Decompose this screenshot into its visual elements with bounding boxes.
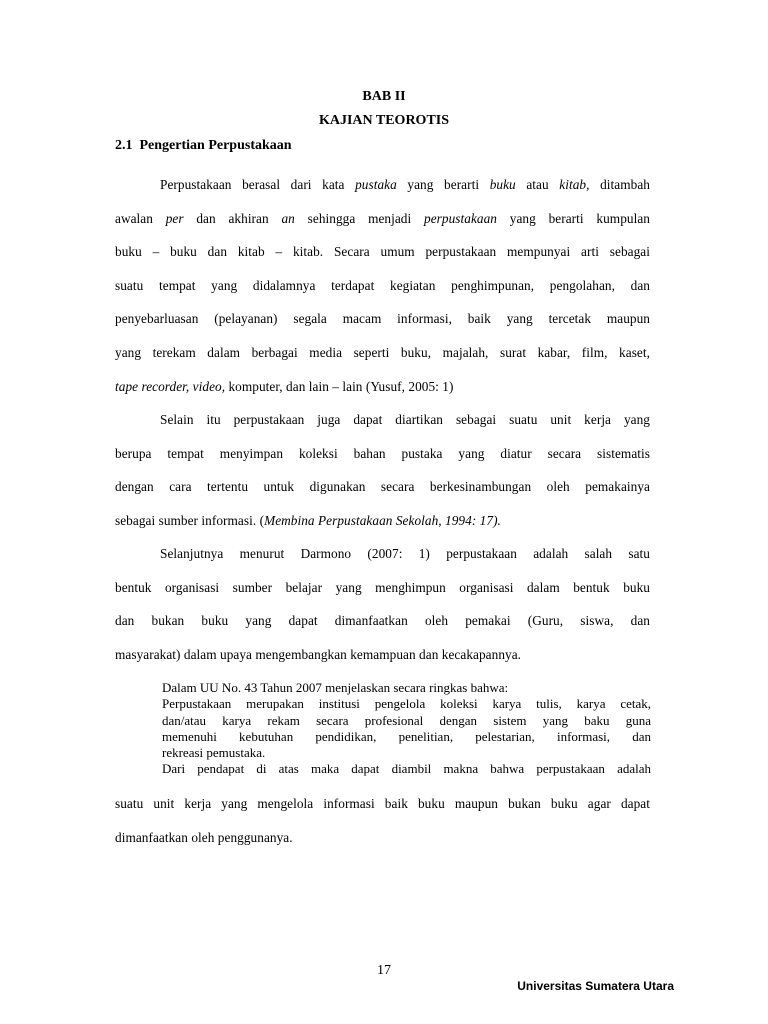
text-run: sebagai sumber informasi. ( bbox=[115, 512, 265, 528]
text-run: suatu tempat yang didalamnya terdapat kegiatan penghimpunan, pengolahan, dan bbox=[115, 277, 650, 293]
text-line bbox=[115, 638, 650, 672]
footer-university: Universitas Sumatera Utara bbox=[517, 979, 674, 993]
text-line bbox=[115, 202, 650, 236]
italic-run: an bbox=[281, 210, 295, 226]
italic-run: tape recorder, video, bbox=[115, 378, 226, 394]
text-line bbox=[115, 470, 650, 504]
italic-run: perpustakaan bbox=[424, 210, 498, 226]
section-number: 2.1 bbox=[115, 138, 133, 153]
text-run: dan bukan buku yang dapat dimanfaatkan oleh pemakai (Guru, siswa, dan bbox=[115, 613, 650, 629]
text-line bbox=[115, 437, 650, 471]
text-run: awalan bbox=[115, 210, 166, 226]
text-line bbox=[115, 302, 650, 336]
text-line bbox=[115, 235, 650, 269]
italic-run: per bbox=[165, 210, 184, 226]
text-line bbox=[115, 537, 650, 571]
section-heading bbox=[115, 138, 292, 154]
quote-line: memenuhi kebutuhan pendidikan, penelitian, pelestarian, informasi, dan bbox=[162, 728, 651, 744]
text-line bbox=[115, 403, 650, 437]
text-run: dan akhiran bbox=[183, 210, 282, 226]
quote-line: Dari pendapat di atas maka dapat diambil makna bahwa perpustakaan adalah bbox=[162, 761, 651, 777]
text-run: Perpustakaan berasal dari kata bbox=[160, 177, 356, 192]
law-quote-block bbox=[162, 680, 651, 778]
paragraph-2 bbox=[115, 403, 650, 537]
paragraph-1 bbox=[115, 168, 650, 403]
italic-run: buku bbox=[489, 177, 516, 192]
text-run: komputer, dan lain – lain (Yusuf, 2005: 1) bbox=[225, 378, 454, 394]
quote-line: rekreasi pemustaka. bbox=[162, 745, 266, 761]
text-run: Selanjutnya menurut Darmono (2007: 1) perpustakaan adalah salah satu bbox=[160, 546, 650, 561]
section-title: Pengertian Perpustakaan bbox=[139, 138, 292, 153]
text-line bbox=[115, 504, 650, 538]
text-run: yang berarti kumpulan bbox=[497, 210, 650, 226]
text-run: Selain itu perpustakaan juga dapat diartikan sebagai suatu unit kerja yang bbox=[160, 412, 650, 427]
italic-run: pustaka bbox=[355, 177, 397, 192]
text-run: yang berarti bbox=[396, 177, 490, 192]
chapter-label: BAB II bbox=[362, 89, 406, 104]
text-run: yang terekam dalam berbagai media seperti buku, majalah, surat kabar, film, kaset, bbox=[115, 344, 650, 360]
text-line bbox=[115, 336, 650, 370]
text-run: penyebarluasan (pelayanan) segala macam informasi, baik yang tercetak maupun bbox=[115, 311, 650, 327]
italic-run: Membina Perpustakaan Sekolah, 1994: 17). bbox=[264, 512, 501, 528]
text-line bbox=[115, 604, 650, 638]
quote-line: Dalam UU No. 43 Tahun 2007 menjelaskan secara ringkas bahwa: bbox=[162, 680, 509, 695]
text-run: atau bbox=[515, 177, 560, 192]
quote-line: dan/atau karya rekam secara profesional dengan sistem yang baku guna bbox=[162, 712, 651, 728]
italic-run: kitab, bbox=[559, 177, 590, 192]
text-line: dimanfaatkan oleh penggunanya. bbox=[115, 829, 293, 845]
text-line bbox=[115, 269, 650, 303]
text-run: ditambah bbox=[589, 177, 650, 192]
text-run: buku – buku dan kitab – kitab. Secara umum perpustakaan mempunyai arti sebagai bbox=[115, 244, 650, 260]
text-line bbox=[115, 571, 650, 605]
text-run: dengan cara tertentu untuk digunakan secara berkesinambungan oleh pemakainya bbox=[115, 479, 650, 495]
text-run: berupa tempat menyimpan koleksi bahan pustaka yang diatur secara sistematis bbox=[115, 445, 650, 461]
chapter-title: KAJIAN TEOROTIS bbox=[318, 113, 450, 128]
paragraph-3 bbox=[115, 537, 650, 671]
text-line bbox=[115, 370, 650, 404]
page-number: 17 bbox=[377, 963, 391, 978]
text-run: sehingga menjadi bbox=[294, 210, 425, 226]
text-run: bentuk organisasi sumber belajar yang menghimpun organisasi dalam bentuk buku bbox=[115, 579, 650, 595]
text-run: masyarakat) dalam upaya mengembangkan kemampuan dan kecakapannya. bbox=[115, 646, 522, 662]
quote-line: Perpustakaan merupakan institusi pengelola koleksi karya tulis, karya cetak, bbox=[162, 696, 651, 712]
text-line: suatu unit kerja yang mengelola informasi baik buku maupun bukan buku agar dapat bbox=[115, 796, 650, 811]
closing-paragraph bbox=[115, 787, 650, 854]
text-line bbox=[115, 168, 650, 202]
